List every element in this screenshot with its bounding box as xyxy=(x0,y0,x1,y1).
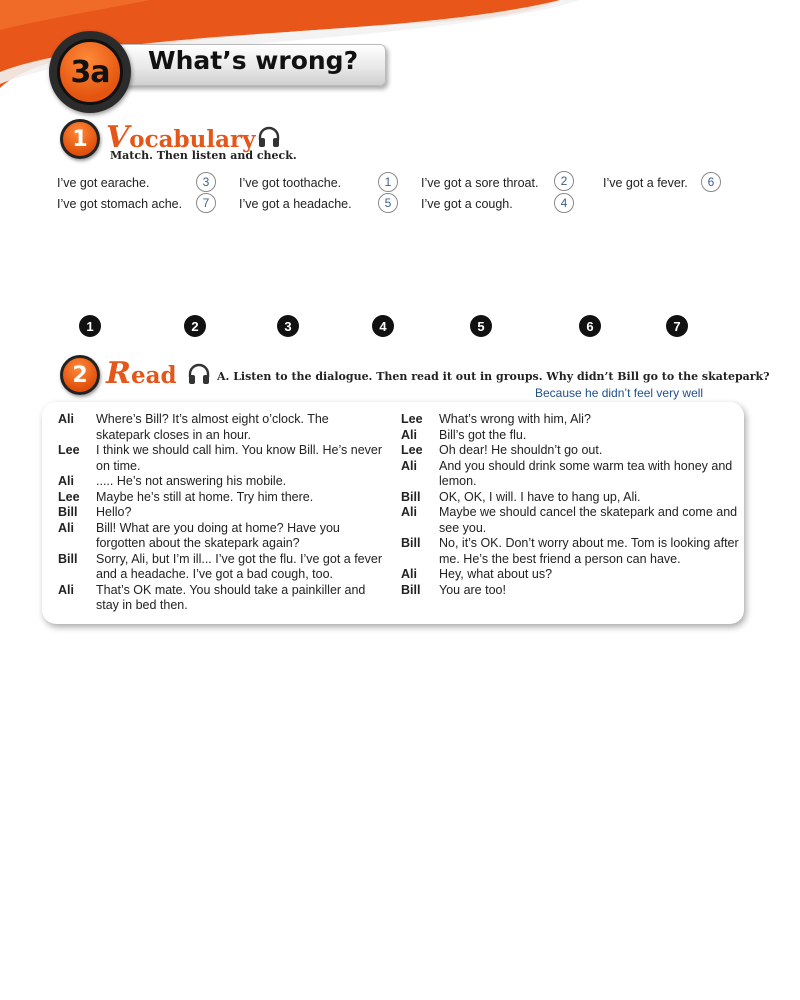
dialogue-line: Lee Maybe he’s still at home. Try him there. xyxy=(58,489,314,504)
dialogue-line: Bill No, it’s OK. Don’t worry about me. Tom is looking after me. He’s the best friend a person can have. xyxy=(401,536,739,566)
dialogue-line: Ali That’s OK mate. You should take a painkiller and stay in bed then. xyxy=(58,582,366,612)
vocab-item: I’ve got a cough. xyxy=(421,197,513,211)
dialogue-line: Ali ..... He’s not answering his mobile. xyxy=(58,474,287,488)
dialogue-line: Bill You are too! xyxy=(401,582,506,597)
dialogue-line: Ali Bill! What are you doing at home? Have you forgotten about the skatepark again? xyxy=(58,520,340,550)
section-title-vocabulary: Vocabulary xyxy=(106,120,256,155)
answer-circle[interactable]: 7 xyxy=(196,193,216,213)
headphones-icon[interactable] xyxy=(257,125,281,149)
unit-number: 3a xyxy=(70,54,110,90)
dialogue-line: Lee Oh dear! He shouldn’t go out. xyxy=(401,443,603,457)
vocab-item: I’ve got earache. xyxy=(57,176,150,190)
dialogue-line: Bill OK, OK, I will. I have to hang up, Ali. xyxy=(401,489,641,504)
dialogue-line: Ali Bill’s got the flu. xyxy=(401,427,527,442)
dialogue-line: Ali And you should drink some warm tea with honey and lemon. xyxy=(401,458,733,488)
picture-number: 2 xyxy=(184,315,206,337)
dialogue-left-column xyxy=(58,412,384,614)
section-number: 1 xyxy=(72,126,88,152)
answer-circle[interactable]: 6 xyxy=(701,172,721,192)
vocab-item: I’ve got a sore throat. xyxy=(421,176,539,190)
page-title: What’s wrong? xyxy=(148,46,359,75)
dialogue-line: Lee What’s wrong with him, Ali? xyxy=(401,412,591,426)
headphones-icon[interactable] xyxy=(187,362,211,386)
answer-circle[interactable]: 3 xyxy=(196,172,216,192)
picture-number: 1 xyxy=(79,315,101,337)
vocabulary-instruction: Match. Then listen and check. xyxy=(110,149,297,162)
vocab-item: I’ve got stomach ache. xyxy=(57,197,183,211)
dialogue-line: Ali Hey, what about us? xyxy=(401,567,553,581)
unit-badge xyxy=(49,31,131,113)
answer-circle[interactable]: 2 xyxy=(554,171,574,191)
section-number: 2 xyxy=(72,362,88,388)
vocab-item: I’ve got a fever. xyxy=(603,176,688,190)
section-title-read: Read xyxy=(106,356,177,391)
vocab-item: I’ve got toothache. xyxy=(239,176,342,190)
section-number-badge xyxy=(60,119,100,159)
picture-number: 6 xyxy=(579,315,601,337)
picture-number: 3 xyxy=(277,315,299,337)
read-instruction: A. Listen to the dialogue. Then read it out in groups. Why didn’t Bill go to the skatepark? xyxy=(217,370,770,383)
read-answer: Because he didn’t feel very well xyxy=(535,386,704,400)
picture-number: 4 xyxy=(372,315,394,337)
answer-circle[interactable]: 5 xyxy=(378,193,398,213)
section-number-badge xyxy=(60,355,100,395)
dialogue-line: Ali Where’s Bill? It’s almost eight o’clock. The skatepark closes in an hour. xyxy=(58,412,329,442)
picture-number: 7 xyxy=(666,315,688,337)
answer-circle[interactable]: 1 xyxy=(378,172,398,192)
vocab-item: I’ve got a headache. xyxy=(239,197,352,211)
dialogue-right-column xyxy=(401,412,739,598)
dialogue-line: Bill Sorry, Ali, but I’m ill... I’ve got the flu. I’ve got a fever and a headache. I’ve got a bad cough, too. xyxy=(58,551,382,581)
dialogue-line: Lee I think we should call him. You know Bill. He’s never on time. xyxy=(58,443,383,473)
answer-circle[interactable]: 4 xyxy=(554,193,574,213)
picture-number: 5 xyxy=(470,315,492,337)
dialogue-line: Bill Hello? xyxy=(58,505,132,519)
dialogue-line: Ali Maybe we should cancel the skatepark and come and see you. xyxy=(401,505,738,535)
